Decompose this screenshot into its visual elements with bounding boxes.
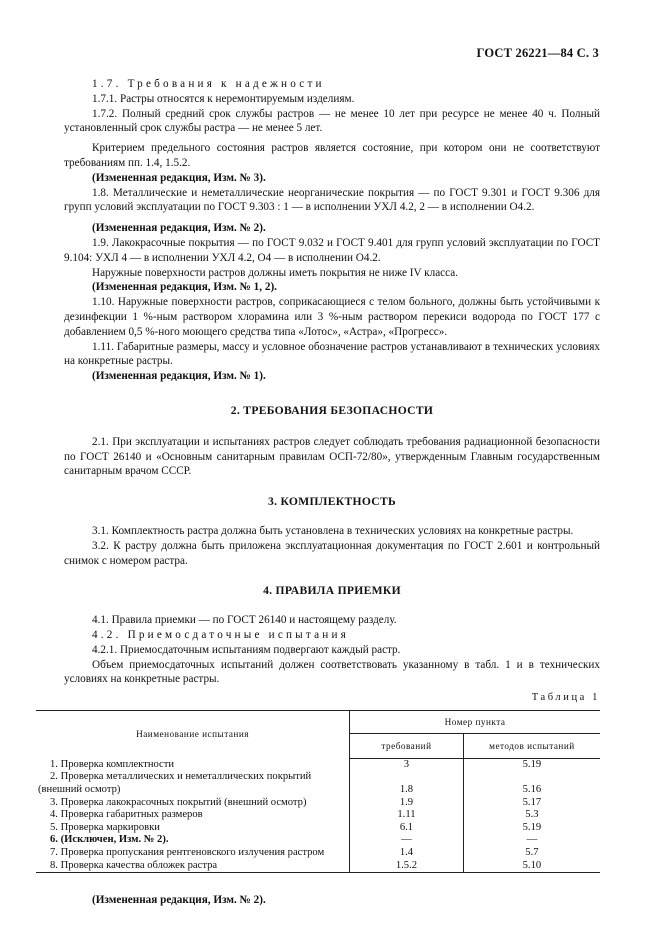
edit-note-footer: (Измененная редакция, Изм. № 2). — [92, 894, 266, 907]
document-body — [38, 77, 600, 908]
row-req: 3 — [350, 758, 464, 771]
para-1-11: 1.11. Габаритные размеры, массу и условное обозначение растров устанавливают в технических условиях на конкретные растры. — [64, 340, 600, 368]
table-row — [36, 797, 600, 810]
row-req: 1.11 — [350, 809, 464, 822]
row-req: 6.1 — [350, 822, 464, 835]
para-1-7-2: 1.7.2. Полный средний срок службы растров — не менее 10 лет при ресурсе не менее 40 ч. Полный установленный срок службы растра — не менее 5 лет. — [64, 107, 600, 135]
row-name: 5. Проверка маркировки — [50, 821, 160, 833]
table-row — [36, 758, 600, 771]
row-name: 8. Проверка качества обложек растра — [50, 859, 218, 871]
table-row — [36, 847, 600, 860]
row-name: 2. Проверка металлических и неметаллических покрытий (внешний осмотр) — [38, 771, 312, 796]
col-header-methods: методов испытаний — [463, 733, 600, 758]
para-2-1: 2.1. При эксплуатации и испытаниях растров следует соблюдать требования радиационной безопасности по ГОСТ 26140 и «Основным санитарным правилам ОСП-72/80», утвержденным Главным государственным санитарным врачом СССР. — [64, 435, 600, 478]
row-req: 1.5.2 — [350, 860, 464, 873]
para-1-7-1: 1.7.1. Растры относятся к неремонтируемым изделиям. — [92, 92, 355, 105]
page-header: ГОСТ 26221—84 С. 3 — [476, 46, 599, 60]
row-meth: 5.10 — [463, 860, 600, 873]
para-1-8: 1.8. Металлические и неметаллические неорганические покрытия — по ГОСТ 9.301 и ГОСТ 9.306 для групп условий эксплуатации по ГОСТ 9.303 : 1 — в исполнении УХЛ 4.2, 2 — в исполнении О4.2. — [64, 186, 600, 214]
table-1 — [36, 710, 600, 873]
para-1-9-coating: Наружные поверхности растров должны иметь покрытия не ниже IV класса. — [92, 266, 458, 279]
para-1-9: 1.9. Лакокрасочные покрытия — по ГОСТ 9.032 и ГОСТ 9.401 для групп условий эксплуатации по ГОСТ 9.104: УХЛ 4 — в исполнении УХЛ 4.2, О4 — в исполнении О4.2. — [64, 236, 600, 264]
table-row — [36, 860, 600, 873]
table-row — [36, 809, 600, 822]
row-req: 1.4 — [350, 847, 464, 860]
table-body — [36, 758, 600, 872]
col-header-group: Номер пункта — [350, 710, 600, 733]
para-3-1: 3.1. Комплектность растра должна быть установлена в технических условиях на конкретные растры. — [92, 524, 574, 537]
table-row — [36, 822, 600, 835]
section-1-7-heading: 1.7. Требования к надежности — [92, 78, 325, 90]
row-meth: 5.3 — [525, 809, 539, 821]
col-header-name: Наименование испытания — [36, 710, 350, 758]
para-test-volume: Объем приемосдаточных испытаний должен соответствовать указанному в табл. 1 и в технических условиях на конкретные растры. — [64, 658, 600, 686]
row-name: 6. (Исключен, Изм. № 2). — [50, 834, 169, 846]
row-meth: 5.7 — [525, 847, 539, 859]
table-caption: Таблица 1 — [531, 692, 600, 704]
row-req: 1.9 — [350, 797, 464, 810]
edit-note: (Измененная редакция, Изм. № 1, 2). — [92, 281, 277, 294]
row-meth: 5.19 — [522, 758, 542, 770]
row-name: 4. Проверка габаритных размеров — [50, 809, 203, 821]
row-req: 1.8 — [350, 771, 464, 796]
para-3-2: 3.2. К растру должна быть приложена эксплуатационная документация по ГОСТ 2.601 и контрольный снимок с номером растра. — [64, 539, 600, 567]
row-name: 1. Проверка комплектности — [50, 758, 175, 770]
edit-note: (Измененная редакция, Изм. № 2). — [92, 222, 266, 235]
para-4-2: 4.2. Приемосдаточные испытания — [92, 628, 349, 641]
col-header-requirements: требований — [350, 733, 464, 758]
table-row — [36, 771, 600, 796]
row-req: — — [350, 834, 464, 847]
edit-note: (Измененная редакция, Изм. № 1). — [92, 370, 266, 383]
para-1-10: 1.10. Наружные поверхности растров, соприкасающиеся с телом больного, должны быть устойчивыми к дезинфекции 1 %-ным раствором хлорамина или 3 %-ным раствором перекиси водорода по ГОСТ 177 с добавлением 0,5 %-ного моющего средства типа «Лотос», «Астра», «Прогресс». — [64, 296, 600, 338]
row-meth: 5.16 — [522, 784, 542, 796]
section-3-title: 3. КОМПЛЕКТНОСТЬ — [268, 495, 396, 509]
section-4-title: 4. ПРАВИЛА ПРИЕМКИ — [263, 584, 401, 598]
row-meth: 5.19 — [522, 821, 542, 833]
row-name: 7. Проверка пропускания рентгеновского излучения растром — [50, 847, 325, 859]
para-4-2-1: 4.2.1. Приемосдаточным испытаниям подвергают каждый растр. — [92, 643, 401, 656]
row-name: 3. Проверка лакокрасочных покрытий (внешний осмотр) — [50, 796, 307, 808]
section-2-title: 2. ТРЕБОВАНИЯ БЕЗОПАСНОСТИ — [230, 403, 434, 417]
row-meth: — — [526, 834, 538, 846]
para-criterion: Критерием предельного состояния растров является состояние, при котором они не соответствуют требованиям пп. 1.4, 1.5.2. — [64, 142, 600, 169]
row-meth: 5.17 — [522, 796, 542, 808]
table-row — [36, 834, 600, 847]
edit-note: (Измененная редакция, Изм. № 3). — [92, 171, 266, 184]
para-4-1: 4.1. Правила приемки — по ГОСТ 26140 и настоящему разделу. — [92, 614, 397, 627]
